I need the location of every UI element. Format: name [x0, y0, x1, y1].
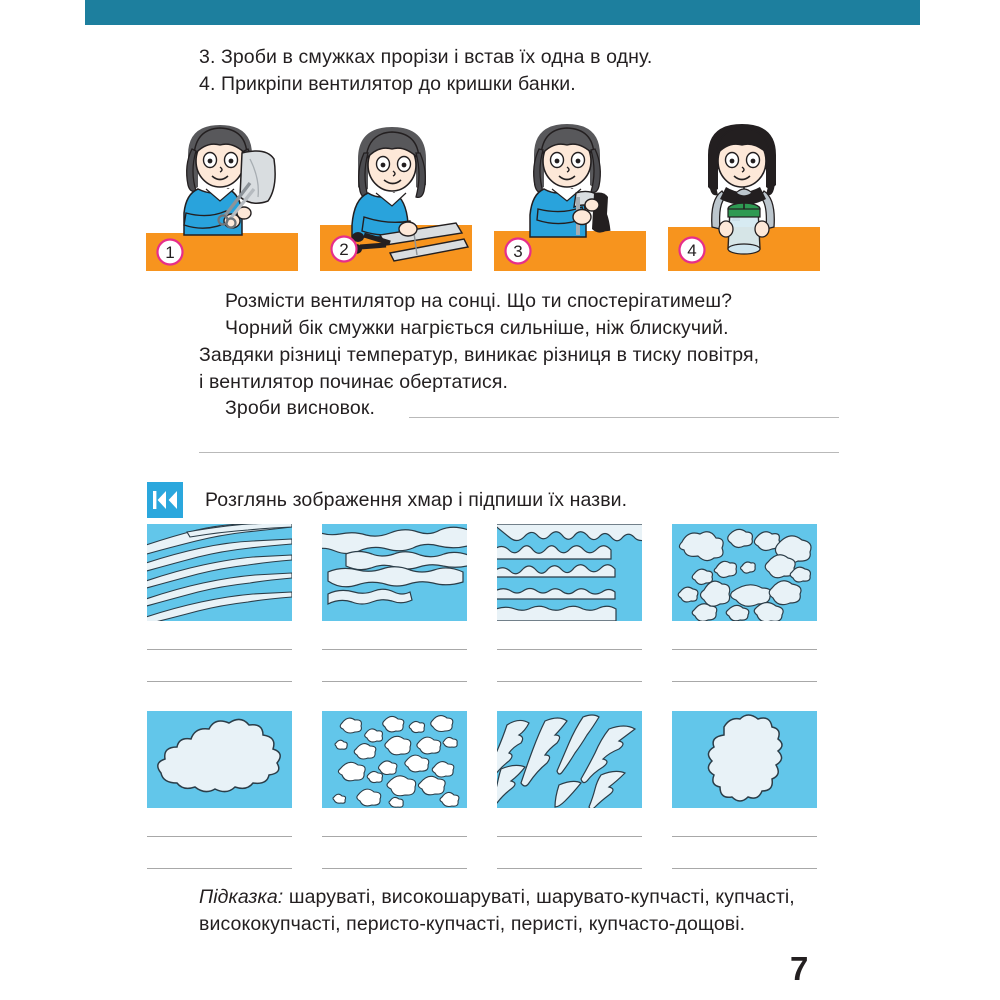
cloud-cell-4 [672, 524, 817, 682]
hint-block [199, 884, 859, 938]
cloud-answer-line-5b[interactable] [147, 868, 292, 869]
cloud-image-cumulus-many-small-puffs [322, 711, 467, 808]
svg-text:2: 2 [339, 240, 349, 259]
cloud-answer-line-7a[interactable] [497, 836, 642, 837]
cloud-answer-line-1b[interactable] [147, 681, 292, 682]
hint-label: Підказка: [199, 886, 284, 908]
cloud-answer-line-2b[interactable] [322, 681, 467, 682]
explanation-paragraph [199, 288, 839, 396]
top-decorative-bar [85, 0, 920, 25]
cloud-answer-line-5a[interactable] [147, 836, 292, 837]
cloud-answer-line-3b[interactable] [497, 681, 642, 682]
svg-text:3: 3 [513, 242, 523, 261]
rewind-skip-back-icon [147, 482, 183, 518]
cloud-answer-line-7b[interactable] [497, 868, 642, 869]
paragraph-line-2: Чорний бік смужки нагріється сильніше, ніж блискучий. [225, 317, 729, 339]
cloud-cell-6 [322, 711, 467, 869]
cloud-answer-line-1a[interactable] [147, 649, 292, 650]
cloud-cell-8 [672, 711, 817, 869]
cloud-answer-line-6a[interactable] [322, 836, 467, 837]
cloud-image-stratus-long-horizontal-bands [322, 524, 467, 621]
svg-text:1: 1 [165, 243, 175, 262]
cloud-answer-line-6b[interactable] [322, 868, 467, 869]
conclusion-write-line-1[interactable] [409, 417, 839, 418]
illustration-panel-2 [320, 113, 472, 271]
hint-terms-1: шаруваті, високошаруваті, шарувато-купчасті, купчасті, [283, 886, 795, 908]
instruction-step-3: 3. Зроби в смужках прорізи і встав їх одна в одну. [199, 46, 653, 68]
cloud-image-altostratus-layered-rows [497, 524, 642, 621]
cloud-cell-7 [497, 711, 642, 869]
cloud-task-header [147, 482, 847, 518]
cloud-image-cirrus-diagonal-streaks [147, 524, 292, 621]
cloud-answer-line-4a[interactable] [672, 649, 817, 650]
cloud-task-label: Розглянь зображення хмар і підпиши їх назви. [205, 489, 628, 511]
cloud-image-cumulus-single-large-puff [147, 711, 292, 808]
conclusion-write-line-2[interactable] [199, 452, 839, 453]
cloud-answer-line-2a[interactable] [322, 649, 467, 650]
paragraph-line-3: Завдяки різниці температур, виникає різниця в тиску повітря, [199, 344, 760, 366]
cloud-cell-1 [147, 524, 292, 682]
cloud-cell-5 [147, 711, 292, 869]
instruction-steps [199, 44, 859, 98]
instruction-step-4: 4. Прикріпи вентилятор до кришки банки. [199, 73, 576, 95]
illustration-panel-strip [146, 113, 818, 271]
illustration-panel-3 [494, 113, 646, 271]
conclusion-block [199, 395, 839, 455]
cloud-image-cirrus-feathered-diagonal [497, 711, 642, 808]
cloud-answer-line-4b[interactable] [672, 681, 817, 682]
paragraph-line-4: і вентилятор починає обертатися. [199, 371, 509, 393]
svg-text:4: 4 [687, 241, 697, 260]
cloud-cell-2 [322, 524, 467, 682]
page-number: 7 [790, 950, 809, 987]
cloud-answer-line-3a[interactable] [497, 649, 642, 650]
illustration-panel-1 [146, 113, 298, 271]
conclusion-label: Зроби висновок. [225, 397, 375, 419]
cloud-cell-3 [497, 524, 642, 682]
hint-line-1 [199, 884, 859, 911]
cloud-image-altocumulus-scattered-patches [672, 524, 817, 621]
cloud-answer-line-8a[interactable] [672, 836, 817, 837]
cloud-image-cumulonimbus-tall-tower [672, 711, 817, 808]
hint-line-2: висококупчасті, перисто-купчасті, перисті, купчасто-дощові. [199, 913, 746, 935]
illustration-panel-4 [668, 113, 820, 271]
paragraph-line-1: Розмісти вентилятор на сонці. Що ти спостерігатимеш? [225, 290, 733, 312]
cloud-answer-line-8b[interactable] [672, 868, 817, 869]
